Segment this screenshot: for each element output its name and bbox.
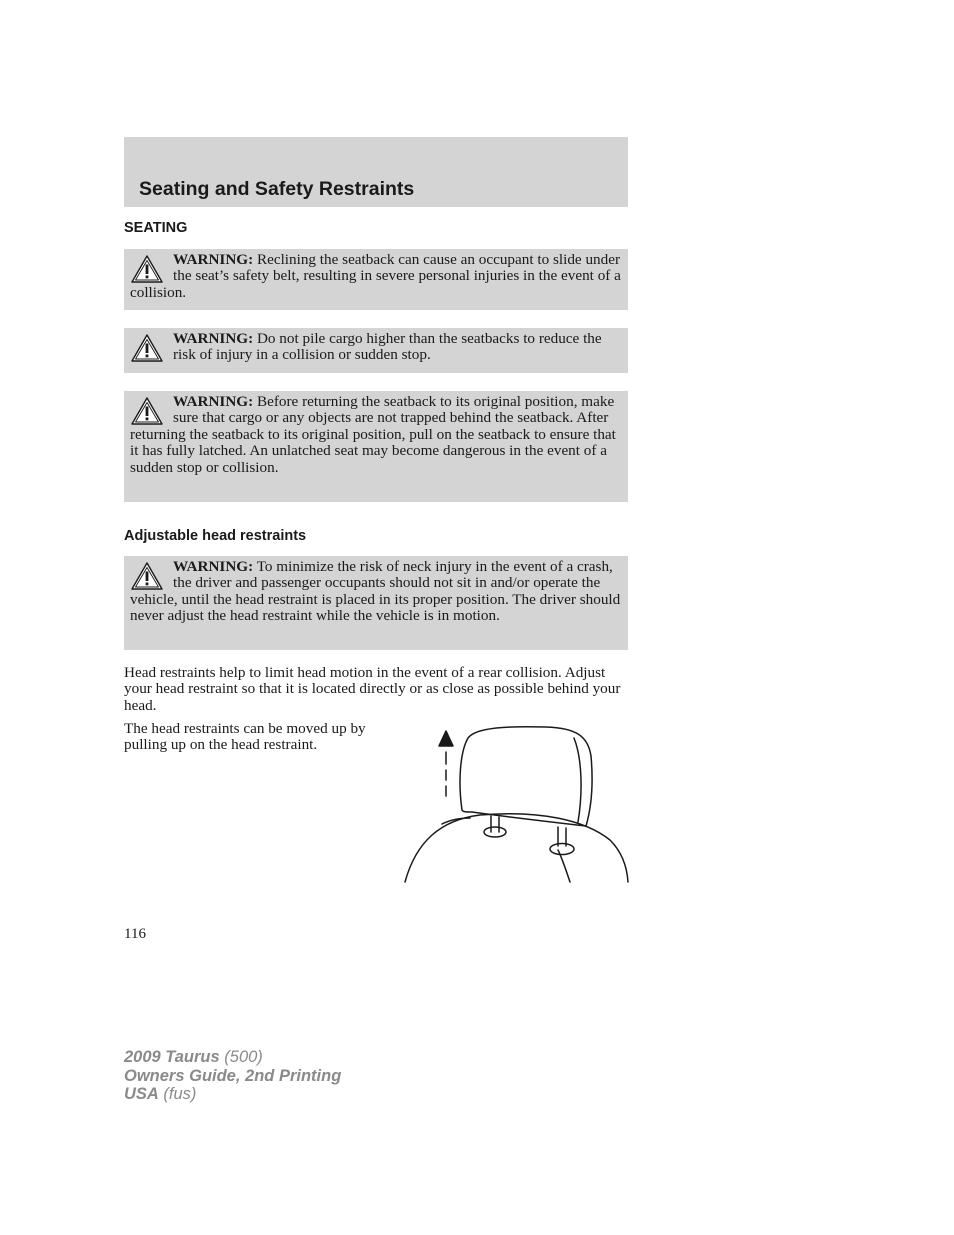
- warning-triangle-icon: [130, 396, 164, 426]
- warning-text: To minimize the risk of neck injury in the event of a crash, the driver and passenger occupants should not sit in and/or operate the vehicle, until the head restraint is placed in its proper position. The driver should never adjust the head restraint while the vehicle is in motion.: [130, 558, 621, 625]
- footer-line-2: Owners Guide, 2nd Printing: [124, 1066, 342, 1085]
- warning-triangle-icon: [130, 333, 164, 363]
- warning-text: Before returning the seatback to its original position, make sure that cargo or any objects are not trapped behind the seatback. After returning the seatback to its original position, pull on the seatback to ensure that it has fully latched. An unlatched seat may become dangerous in the event of a sudden stop or collision.: [130, 393, 616, 476]
- chapter-title: Seating and Safety Restraints: [139, 178, 415, 200]
- paragraph-head-restraint-purpose: Head restraints help to limit head motion in the event of a rear collision. Adjust your head restraint so that it is located directly or as close as possible behind your head.: [124, 664, 621, 714]
- warning-label: WARNING:: [173, 558, 254, 575]
- warning-box-recline: [124, 249, 628, 310]
- warning-text: Do not pile cargo higher than the seatbacks to reduce the risk of injury in a collision or sudden stop.: [173, 330, 602, 364]
- warning-label: WARNING:: [173, 393, 254, 410]
- page-number: 116: [124, 926, 146, 942]
- chapter-header-band: [124, 137, 628, 207]
- paragraph-head-restraint-adjust: The head restraints can be moved up by pulling up on the head restraint.: [124, 720, 366, 754]
- warning-triangle-icon: [130, 561, 164, 591]
- section-heading-seating: SEATING: [124, 220, 188, 236]
- head-restraint-illustration: [400, 722, 632, 884]
- warning-triangle-icon: [130, 254, 164, 284]
- warning-box-cargo: [124, 328, 628, 373]
- warning-box-seatback-latch: [124, 391, 628, 502]
- warning-label: WARNING:: [173, 330, 254, 347]
- warning-text: Reclining the seatback can cause an occupant to slide under the seat’s safety belt, resulting in severe personal injuries in the event of a collision.: [130, 251, 621, 301]
- footer-line-1: 2009 Taurus (500): [124, 1048, 263, 1066]
- document-footer: [124, 1048, 341, 1104]
- subsection-heading-head-restraints: Adjustable head restraints: [124, 528, 307, 544]
- warning-box-neck-injury: [124, 556, 628, 650]
- footer-line-3: USA (fus): [124, 1085, 197, 1103]
- warning-label: WARNING:: [173, 251, 254, 268]
